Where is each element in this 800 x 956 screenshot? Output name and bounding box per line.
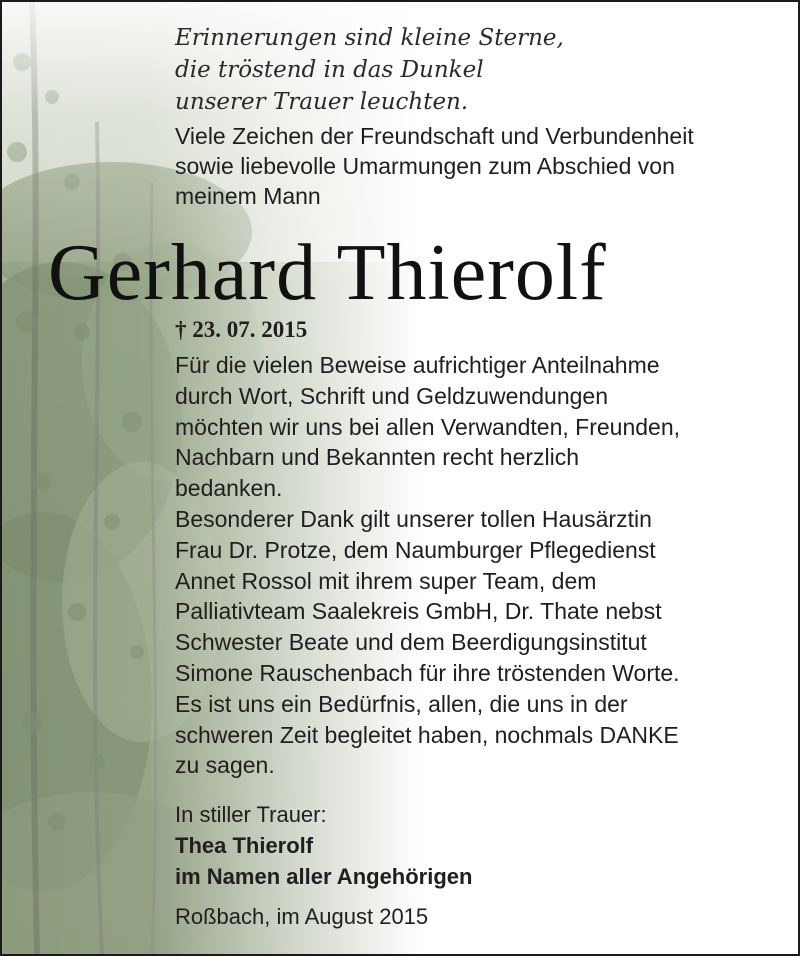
- intro-line: Viele Zeichen der Freundschaft und Verbundenheit: [175, 123, 694, 149]
- intro-paragraph: [175, 121, 694, 211]
- body-line: durch Wort, Schrift und Geldzuwendungen: [175, 382, 608, 409]
- body-line: Annet Rossol mit ihrem super Team, dem: [175, 567, 597, 594]
- thanks-paragraph: [175, 350, 680, 781]
- body-line: Palliativteam Saalekreis GmbH, Dr. Thate nebst: [175, 598, 662, 625]
- body-line: bedanken.: [175, 475, 283, 502]
- motto-line: die tröstend in das Dunkel: [175, 57, 484, 83]
- motto-line: unserer Trauer leuchten.: [175, 89, 469, 115]
- body-line: Es ist uns ein Bedürfnis, allen, die uns in der: [175, 690, 628, 717]
- body-line: Schwester Beate und dem Beerdigungsinstitut: [175, 629, 647, 656]
- body-line: schweren Zeit begleitet haben, nochmals DANKE: [175, 721, 679, 748]
- motto-verse: [175, 22, 564, 118]
- motto-line: Erinnerungen sind kleine Sterne,: [175, 25, 564, 51]
- place-date: Roßbach, im August 2015: [175, 904, 429, 929]
- body-line: Simone Rauschenbach für ihre tröstenden Worte.: [175, 659, 680, 686]
- body-line: Frau Dr. Protze, dem Naumburger Pflegedienst: [175, 536, 656, 563]
- signature-family: im Namen aller Angehörigen: [175, 864, 473, 889]
- body-line: Besonderer Dank gilt unserer tollen Hausärztin: [175, 505, 652, 532]
- body-line: Für die vielen Beweise aufrichtiger Anteilnahme: [175, 352, 660, 378]
- body-line: möchten wir uns bei allen Verwandten, Freunden,: [175, 413, 681, 440]
- intro-line: sowie liebevolle Umarmungen zum Abschied von: [175, 153, 675, 179]
- deceased-name: Gerhard Thierolf: [48, 229, 607, 317]
- intro-line: meinem Mann: [175, 183, 321, 209]
- body-line: zu sagen.: [175, 752, 275, 779]
- signature-label: In stiller Trauer:: [175, 802, 327, 827]
- body-line: Nachbarn und Bekannten recht herzlich: [175, 444, 580, 471]
- death-date: † 23. 07. 2015: [175, 317, 308, 342]
- signature-name: Thea Thierolf: [175, 833, 314, 858]
